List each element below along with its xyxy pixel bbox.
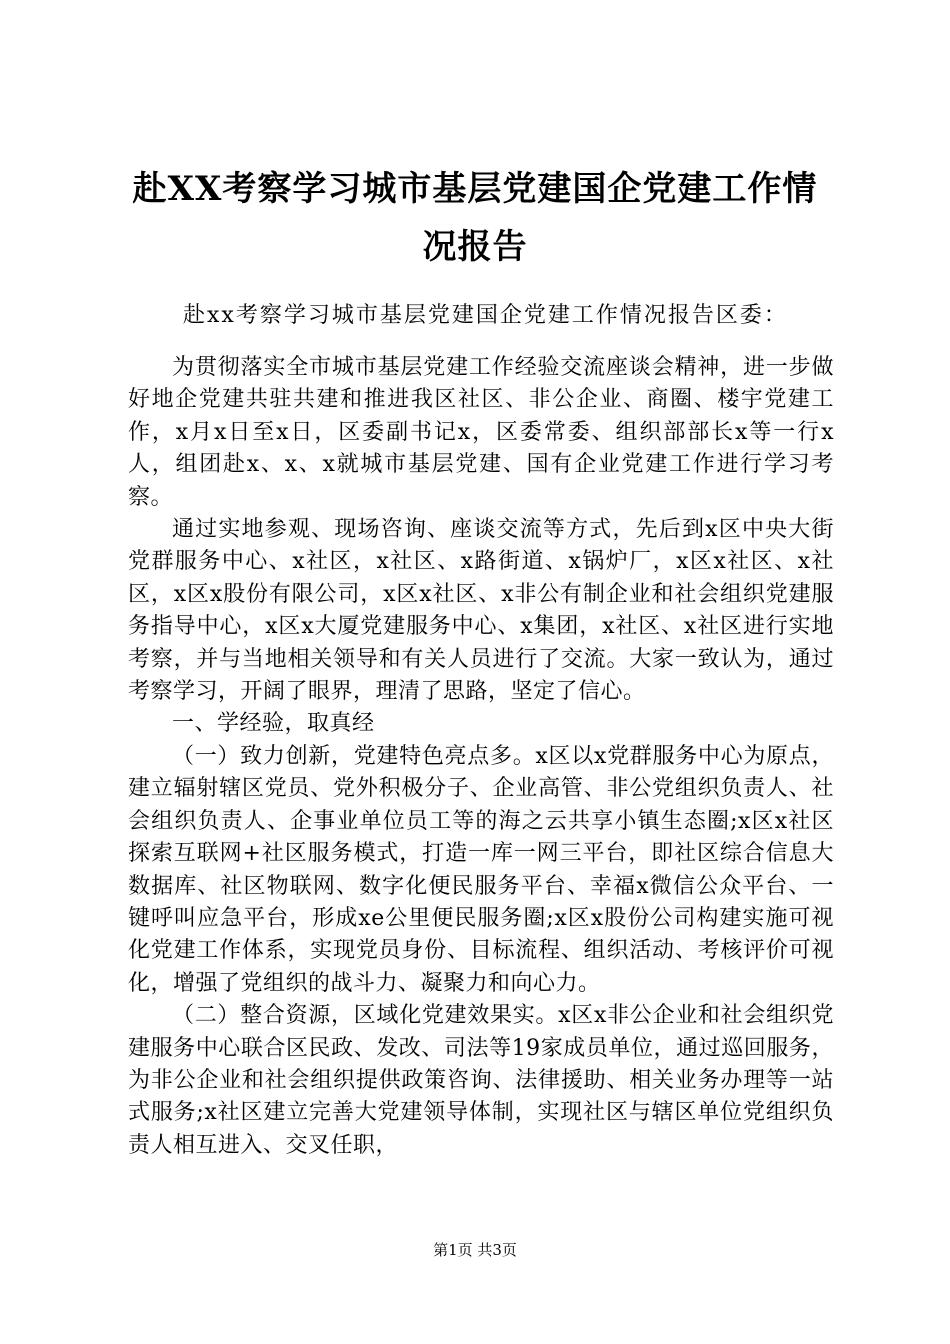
document-subtitle: 赴xx考察学习城市基层党建国企党建工作情况报告区委：	[183, 303, 788, 328]
paragraph: 通过实地参观、现场咨询、座谈交流等方式，先后到x区中央大街党群服务中心、x社区，x社区、x路街道、x锅炉厂，x区x社区、x社区，x区x股份有限公司，x区x社区、x非公有制企业和社会组织党建服务指导中心，x区x大厦党建服务中心、x集团，x社区、x社区进行实地考察，并与当地相关领导和有关人员进行了交流。大家一致认为，通过考察学习，开阔了眼界，理清了思路，坚定了信心。	[128, 517, 834, 705]
paragraph: （二）整合资源，区域化党建效果实。x区x非公企业和社会组织党建服务中心联合区民政、发改、司法等19家成员单位，通过巡回服务，为非公企业和社会组织提供政策咨询、法律援助、相关业务办理等一站式服务;x社区建立完善大党建领导体制，实现社区与辖区单位党组织负责人相互进入、交叉任职，	[128, 1003, 834, 1158]
page-footer: 第1页 共3页	[433, 1241, 517, 1259]
section-heading: 一、学经验，取真经	[172, 711, 375, 737]
document-body	[128, 352, 834, 1162]
paragraph: 为贯彻落实全市城市基层党建工作经验交流座谈会精神，进一步做好地企党建共驻共建和推进我区社区、非公企业、商圈、楼宇党建工作，x月x日至x日，区委副书记x，区委常委、组织部部长x等一行x人，组团赴x、x、x就城市基层党建、国有企业党建工作进行学习考察。	[128, 355, 834, 510]
document-title: 赴XX考察学习城市基层党建国企党建工作情况报告	[132, 169, 818, 267]
paragraph: （一）致力创新，党建特色亮点多。x区以x党群服务中心为原点，建立辐射辖区党员、党外积极分子、企业高管、非公党组织负责人、社会组织负责人、企事业单位员工等的海之云共享小镇生态圈;x区x社区探索互联网+社区服务模式，打造一库一网三平台，即社区综合信息大数据库、社区物联网、数字化便民服务平台、幸福x微信公众平台、一键呼叫应急平台，形成xe公里便民服务圈;x区x股份公司构建实施可视化党建工作体系，实现党员身份、目标流程、组织活动、考核评价可视化，增强了党组织的战斗力、凝聚力和向心力。	[128, 743, 834, 996]
